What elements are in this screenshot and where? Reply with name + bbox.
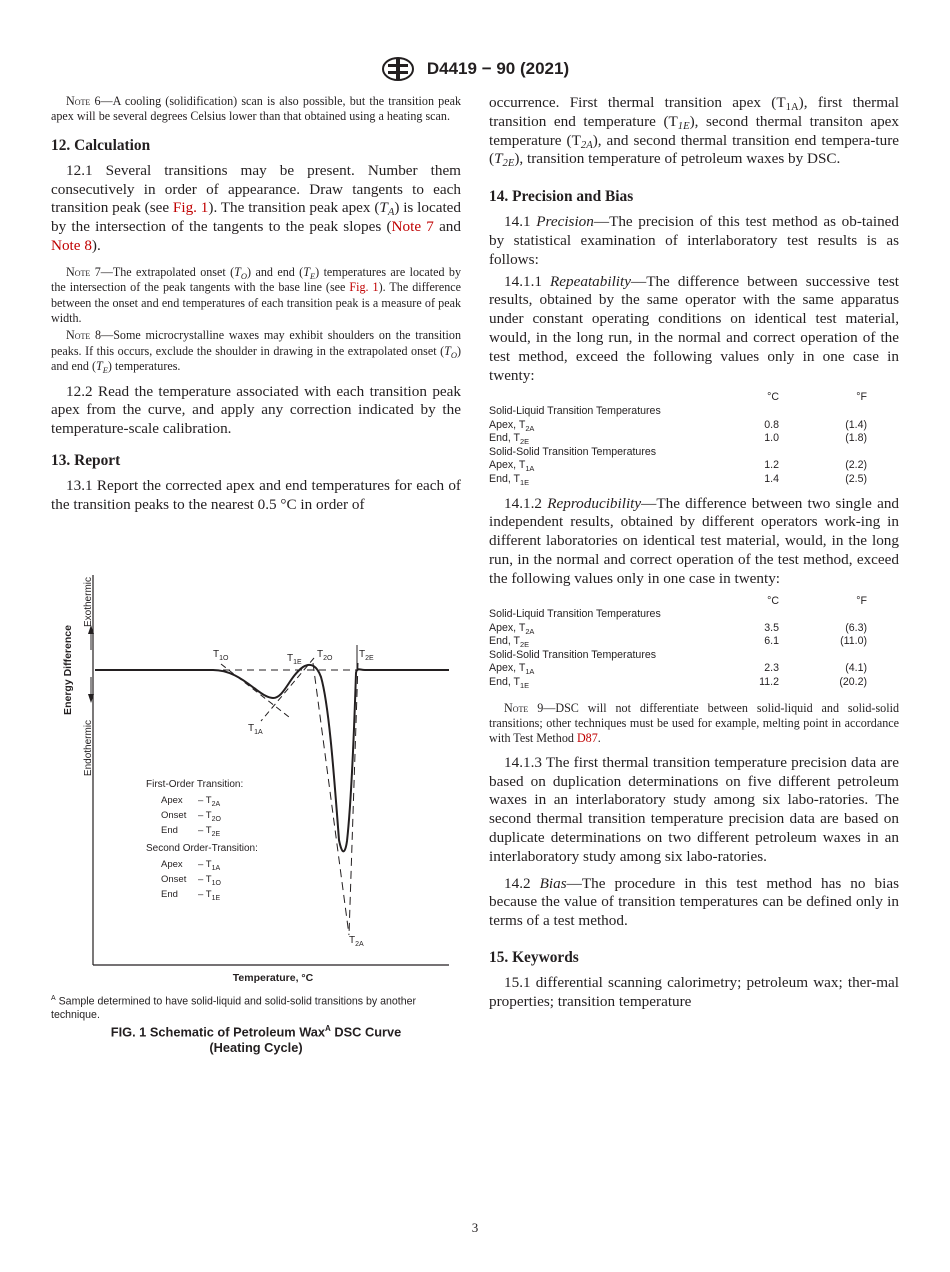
table-row: Apex, $T_{2A}$ 3.5 (6.3) [489,621,867,636]
table-row: Apex, $T_{1A}$ 2.3 (4.1) [489,662,867,677]
legend-first-onset: Onset [161,810,187,821]
label-t2e: $T_{2E}$ [359,649,374,662]
left-column [51,94,461,515]
section-14-title: 14. Precision and Bias [489,188,634,206]
para-14-1-3: 14.1.3 The first thermal transition temperature precision data are based on duplication determinations on five different petroleum waxes in an interlaboratory study among six labo-ratories. The second thermal transition temperature precision data are based on duplicate determinations on two different petroleum waxes in an interlaboratory study among six labo-ratories. [489,753,899,865]
exothermic-label: Exothermic [83,576,94,628]
table-row: Apex, $T_{2A}$ 0.8 (1.4) [489,418,867,433]
table-row: End, $T_{1E}$ 1.4 (2.5) [489,472,867,487]
tangent-1a-left [221,664,289,717]
table-row: End, $T_{2E}$ 6.1 (11.0) [489,635,867,650]
col-celsius: °C [767,594,779,607]
section-15-title: 15. Keywords [489,949,579,967]
legend-first-end: End [161,825,178,836]
label-t1o: $T_{1O}$ [213,649,229,662]
legend-second-end: End [161,889,178,900]
section-13-title: 13. Report [51,452,121,470]
col-fahrenheit: °F [856,391,867,404]
fig-1-link[interactable]: Fig. 1 [172,199,209,217]
tangent-1a-right [261,658,314,721]
astm-logo-icon [381,56,415,82]
legend-second-end-val: – $T_{1E}$ [198,889,221,902]
label-t2o: $T_{2O}$ [317,649,333,662]
x-axis-label: Temperature, °C [232,972,314,984]
legend-second-onset: Onset [161,874,187,885]
note-7-link[interactable]: Note 7 [391,218,434,236]
group-solid-solid: Solid-Solid Transition Temperatures [489,648,657,661]
legend-first-apex: Apex [161,795,183,806]
para-12-1: 12.1 Several transitions may be present. Number them consecutively in order of appearance. Draw tangents to each transition peak (see Fig. 1). The transition peak apex $(T_A)$ is located by the intersection of the tangents to the peak slopes (Note 7 and Note 8). [51,161,461,254]
para-14-2: 14.2 Bias—The procedure in this test method has no bias because the value of transition temperatures can be defined only in terms of a test method. [489,874,900,930]
page-header [0,56,950,82]
para-14-1-1: 14.1.1 Repeatability—The difference between successive test results, obtained by the same operator with the same apparatus under constant operating conditions on identical test material, would, in the long run, in the normal and correct operation of the test method, exceed the following values only in one case in twenty: [489,272,900,384]
d87-link[interactable]: D87 [576,731,598,746]
tangent-2a-left [313,663,349,935]
legend-first-title: First-Order Transition: [146,779,244,790]
legend-second-title: Second Order-Transition: [146,843,258,854]
legend-second-apex: Apex [161,859,183,870]
col-fahrenheit: °F [856,594,867,607]
endothermic-label: Endothermic [83,719,94,777]
note-7: Note 7—The extrapolated onset $(T_O)$ and end $(T_E)$ temperatures are located by the intersection of the peak tangents with the base line (see Fig. 1). The difference between the onset and end temperatures of each transition peak is a measure of peak width. [51,264,461,326]
note-8-link[interactable]: Note 8 [51,237,92,254]
note-8: Note 8—Some microcrystalline waxes may exhibit shoulders on the transition peaks. If this occurs, exclude the shoulder in drawing in the extrapolated onset $(T_O)$ and end $(T_E)$ temperatures. [51,328,461,376]
figure-footnote: $^A$ Sample determined to have solid-liquid and solid-solid transitions by another technique. [51,995,417,1021]
para-14-1: 14.1 Precision—The precision of this test method as ob-tained by statistical examination of interlaboratory test results is as follows: [489,213,900,268]
group-solid-liquid: Solid-Liquid Transition Temperatures [489,608,661,621]
legend-second-onset-val: – $T_{1O}$ [198,874,221,887]
para-15-1: 15.1 differential scanning calorimetry; petroleum wax; ther-mal properties; transition temperature [489,974,899,1010]
page-number: 3 [471,1220,479,1235]
note-6: Note 6—A cooling (solidification) scan is also possible, but the transition peak apex will be several degrees Celsius lower than that obtained using a heating scan. [51,94,461,124]
table-row: Apex, $T_{1A}$ 1.2 (2.2) [489,459,867,474]
para-12-2: 12.2 Read the temperature associated with each transition peak apex from the curve, and apply any correction indicated by the temperature-scale calibration. [51,382,461,438]
para-14-1-2: 14.1.2 Reproducibility—The difference between two single and independent results, obtained by different operators work-ing in different laboratories on identical test material, would, in the long run, in the normal and correct operation of the test method, exceed the following values only in one case in twenty: [489,494,900,587]
label-t1e: $T_{1E}$ [287,653,302,666]
y-axis-label: Energy Difference [62,625,74,715]
para-13-1-continued: occurrence. First thermal transition apex $(T_{1A})$, first thermal transition end temperature $(T_{1E})$, second thermal transiton apex temperature $(T_{2A})$, and second thermal transition end tempera-ture $(T_{2E})$, transition temperature of petroleum waxes by DSC. [489,94,899,170]
legend-second-apex-val: – $T_{1A}$ [198,859,221,872]
note-9: Note 9—DSC will not differentiate between solid-liquid and solid-solid transitions; other techniques must be used for example, melting point in accordance with Test Method D87. [489,700,899,746]
table-row: End, $T_{1E}$ 11.2 (20.2) [489,676,867,691]
figure-caption: FIG. 1 Schematic of Petroleum Wax$^A$ DSC Curve (Heating Cycle) [110,1024,402,1055]
right-column [489,94,899,1012]
table-row: End, $T_{2E}$ 1.0 (1.8) [489,432,867,447]
designation: D4419 − 90 (2021) [426,59,570,78]
fig-1-link[interactable]: Fig. 1 [349,280,379,295]
label-t2a: $T_{2A}$ [349,935,364,948]
section-12-title: 12. Calculation [51,136,151,154]
label-t1a: $T_{1A}$ [248,723,263,736]
legend-first-apex-val: – $T_{2A}$ [198,795,221,808]
legend-first-end-val: – $T_{2E}$ [198,825,221,838]
col-celsius: °C [767,391,779,404]
dsc-curve [95,665,449,852]
group-solid-solid: Solid-Solid Transition Temperatures [489,445,657,458]
para-13-1: 13.1 Report the corrected apex and end temperatures for each of the transition peaks to the nearest 0.5 °C in order of [51,477,461,513]
group-solid-liquid: Solid-Liquid Transition Temperatures [489,404,661,417]
figure-1 [51,545,461,990]
reproducibility-table [489,595,899,690]
dsc-curve-diagram [51,545,461,985]
repeatability-table [489,391,899,486]
legend-first-onset-val: – $T_{2O}$ [198,810,221,823]
